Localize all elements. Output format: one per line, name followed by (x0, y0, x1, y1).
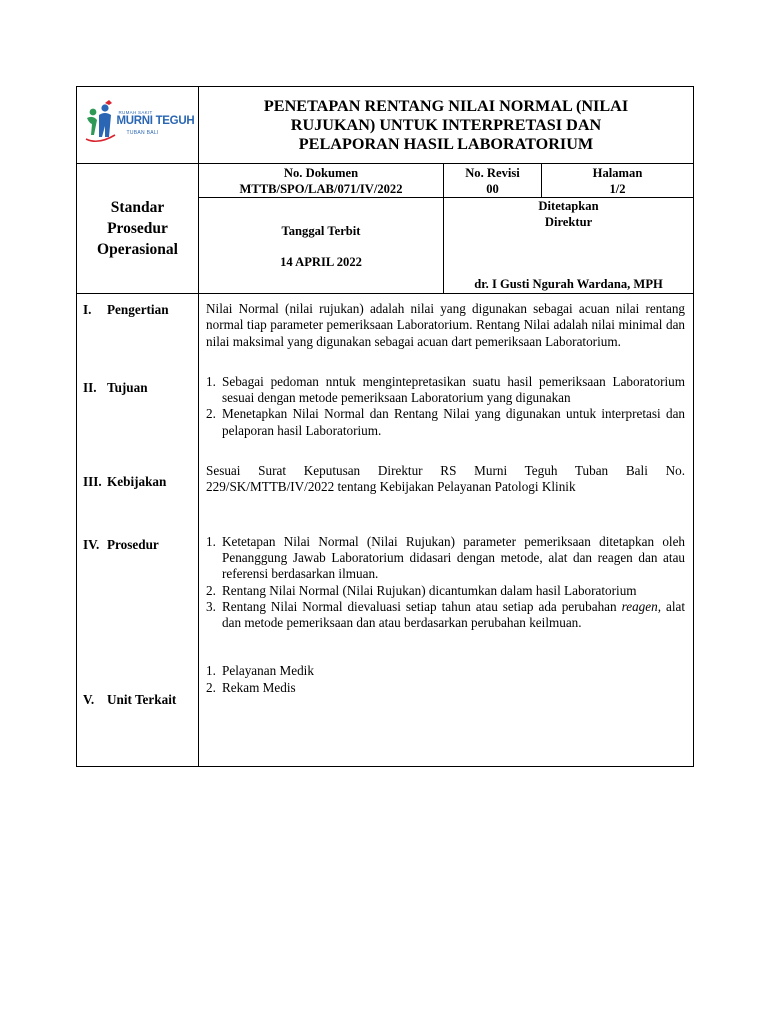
document-title (199, 87, 694, 164)
doc-number-cell (199, 164, 444, 198)
list-item: 1. Ketetapan Nilai Normal (Nilai Rujukan) parameter pemeriksaan ditetapkan oleh Penanggung Jawab Laboratorium didasari dengan metode, alat dan reagen dan atau referensi berdasarkan ilmuan. (206, 533, 686, 582)
prosedur-list (206, 534, 685, 632)
section-label-prosedur: IV. Prosedur (83, 537, 159, 552)
hospital-logo (83, 99, 193, 147)
section-label-pengertian: I. Pengertian (83, 302, 169, 317)
page-value: 1/2 (609, 182, 626, 196)
section-label-unit-terkait: V. Unit Terkait (83, 692, 177, 707)
approved-label: Ditetapkan (538, 199, 599, 213)
tujuan-list (206, 374, 685, 439)
list-item: 1. Sebagai pedoman nntuk mengintepretasikan suatu hasil pemeriksaan Laboratorium sesuai dengan metode pemeriksaan Laboratorium yang digunakan (206, 373, 686, 406)
approver-name: dr. I Gusti Ngurah Wardana, MPH (474, 277, 663, 291)
list-item: 3. Rentang Nilai Normal dievaluasi setiap tahun atau setiap ada perubahan reagen, alat dan metode pemeriksaan dan atau berdasarkan perubahan keilmuan. (206, 598, 686, 631)
logo-name: MURNI TEGUH (116, 114, 195, 127)
sop-line-1: Standar (110, 199, 165, 216)
section-content (199, 294, 694, 767)
sop-line-3: Operasional (97, 241, 178, 258)
pengertian-text: Nilai Normal (nilai rujukan) adalah nilai yang digunakan sebagai acuan nilai rentang normal tiap parameter pemeriksaan Laboratorium. Rentang Nilai adalah nilai minimal dan nilai maksimal yang digunakan sebagai acuan dart pemeriksaan Laboratorium. (206, 301, 686, 349)
issue-date-value: 14 APRIL 2022 (280, 255, 362, 269)
list-item: 2. Rekam Medis (206, 679, 296, 695)
doc-number-value: MTTB/SPO/LAB/071/IV/2022 (239, 182, 403, 196)
logo-top-text: RUMAH SAKIT (118, 109, 153, 115)
list-item: 2. Rentang Nilai Normal (Nilai Rujukan) dicantumkan dalam hasil Laboratorium (206, 582, 637, 598)
page-cell (542, 164, 694, 198)
revision-value: 00 (486, 182, 499, 196)
issue-date-label: Tanggal Terbit (281, 224, 361, 238)
doc-number-label: No. Dokumen (283, 166, 359, 180)
sop-label (77, 164, 199, 294)
title-line-1: PENETAPAN RENTANG NILAI NORMAL (NILAI (263, 96, 629, 115)
revision-cell (444, 164, 542, 198)
list-item: 2. Menetapkan Nilai Normal dan Rentang Nilai yang digunakan untuk interpretasi dan pelaporan hasil Laboratorium. (206, 406, 686, 438)
approval-cell (444, 198, 694, 294)
logo-sub: TUBAN BALI (126, 129, 159, 136)
section-labels (77, 294, 199, 767)
approved-role: Direktur (544, 215, 593, 229)
section-label-kebijakan: III. Kebijakan (83, 474, 167, 489)
list-item: 1. Pelayanan Medik (206, 663, 314, 679)
revision-label: No. Revisi (465, 166, 520, 180)
logo-cell (77, 87, 199, 164)
issue-date-cell (199, 198, 444, 294)
title-line-2: RUJUKAN) UNTUK INTERPRETASI DAN (290, 115, 602, 134)
unit-terkait-list (206, 663, 685, 696)
title-line-3: PELAPORAN HASIL LABORATORIUM (298, 134, 594, 153)
page-label: Halaman (592, 166, 643, 180)
sop-line-2: Prosedur (107, 220, 168, 237)
kebijakan-text: Sesuai Surat Keputusan Direktur RS Murni Teguh Tuban Bali No. 229/SK/MTTB/IV/2022 tentang Kebijakan Pelayanan Patologi Klinik (206, 463, 686, 495)
sop-document-table (76, 86, 694, 767)
section-label-tujuan: II. Tujuan (83, 380, 148, 395)
